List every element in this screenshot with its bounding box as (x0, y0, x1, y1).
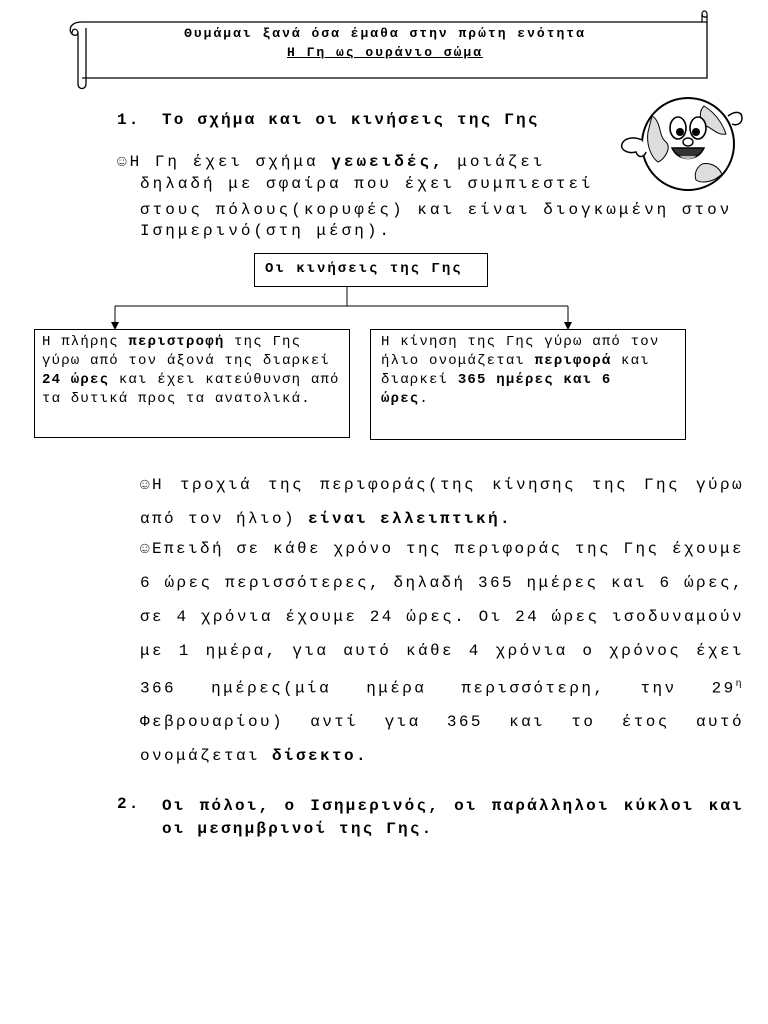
banner-title-line1: Θυμάμαι ξανά όσα έμαθα στην πρώτη ενότητα (184, 26, 586, 41)
rotation-text: Η πλήρης περιστροφή της Γης γύρω από τον άξονά της διαρκεί 24 ώρες και έχει κατεύθυνση από τα δυτικά προς τα ανατολικά. (42, 334, 340, 407)
orbit-paragraph: ☺Η τροχιά της περιφοράς(της κίνησης της Γης γύρω από τον ήλιο) είναι ελλειπτική. (140, 476, 744, 528)
shape-paragraph-line3: στους πόλους(κορυφές) και είναι διογκωμένη στον (140, 201, 733, 219)
section2-title: Οι πόλοι, ο Ισημερινός, οι παράλληλοι κύκλοι και οι μεσημβρινοί της Γης. (162, 797, 744, 838)
shape-paragraph-line4: Ισημερινό(στη μέση). (140, 222, 393, 240)
revolution-text: Η κίνηση της Γης γύρω από τον ήλιο ονομάζεται περιφορά και διαρκεί 365 ημέρες και 6 ώρες. (381, 334, 660, 407)
section2-number: 2. (117, 795, 141, 813)
banner-title-line2: Η Γη ως ουράνιο σώμα (286, 45, 484, 60)
diagram-connectors (0, 0, 768, 340)
smiley-bullet-icon: ☺ (117, 153, 130, 171)
shape-paragraph-line1: ☺Η Γη έχει σχήμα γεωειδές, μοιάζει (117, 153, 546, 171)
section1-number: 1. (117, 111, 141, 129)
revolution-box (370, 329, 686, 440)
smiley-bullet-icon: ☺ (140, 540, 153, 558)
section1-title: Το σχήμα και οι κινήσεις της Γης (162, 111, 540, 129)
leap-year-paragraph: ☺Επειδή σε κάθε χρόνο της περιφοράς της Γης έχουμε 6 ώρες περισσότερες, δηλαδή 365 ημέρες και 6 ώρες, σε 4 χρόνια έχουμε 24 ώρες. Οι 24 ώρες ισοδυναμούν με 1 ημέρα, για αυτό κάθε 4 χρόνια ο χρόνος έχει 366 ημέρες(μία ημέρα περισσότερη, την $29^\eta$ Φεβρουαρίου) αντί για 365 και το έτος αυτό ονομάζεται δίσεκτο. (140, 540, 744, 766)
shape-paragraph-line2: δηλαδή με σφαίρα που έχει συμπιεστεί (140, 175, 594, 193)
rotation-box (34, 329, 350, 438)
smiley-bullet-icon: ☺ (140, 476, 153, 494)
motions-title-box: Οι κινήσεις της Γης (254, 253, 488, 287)
